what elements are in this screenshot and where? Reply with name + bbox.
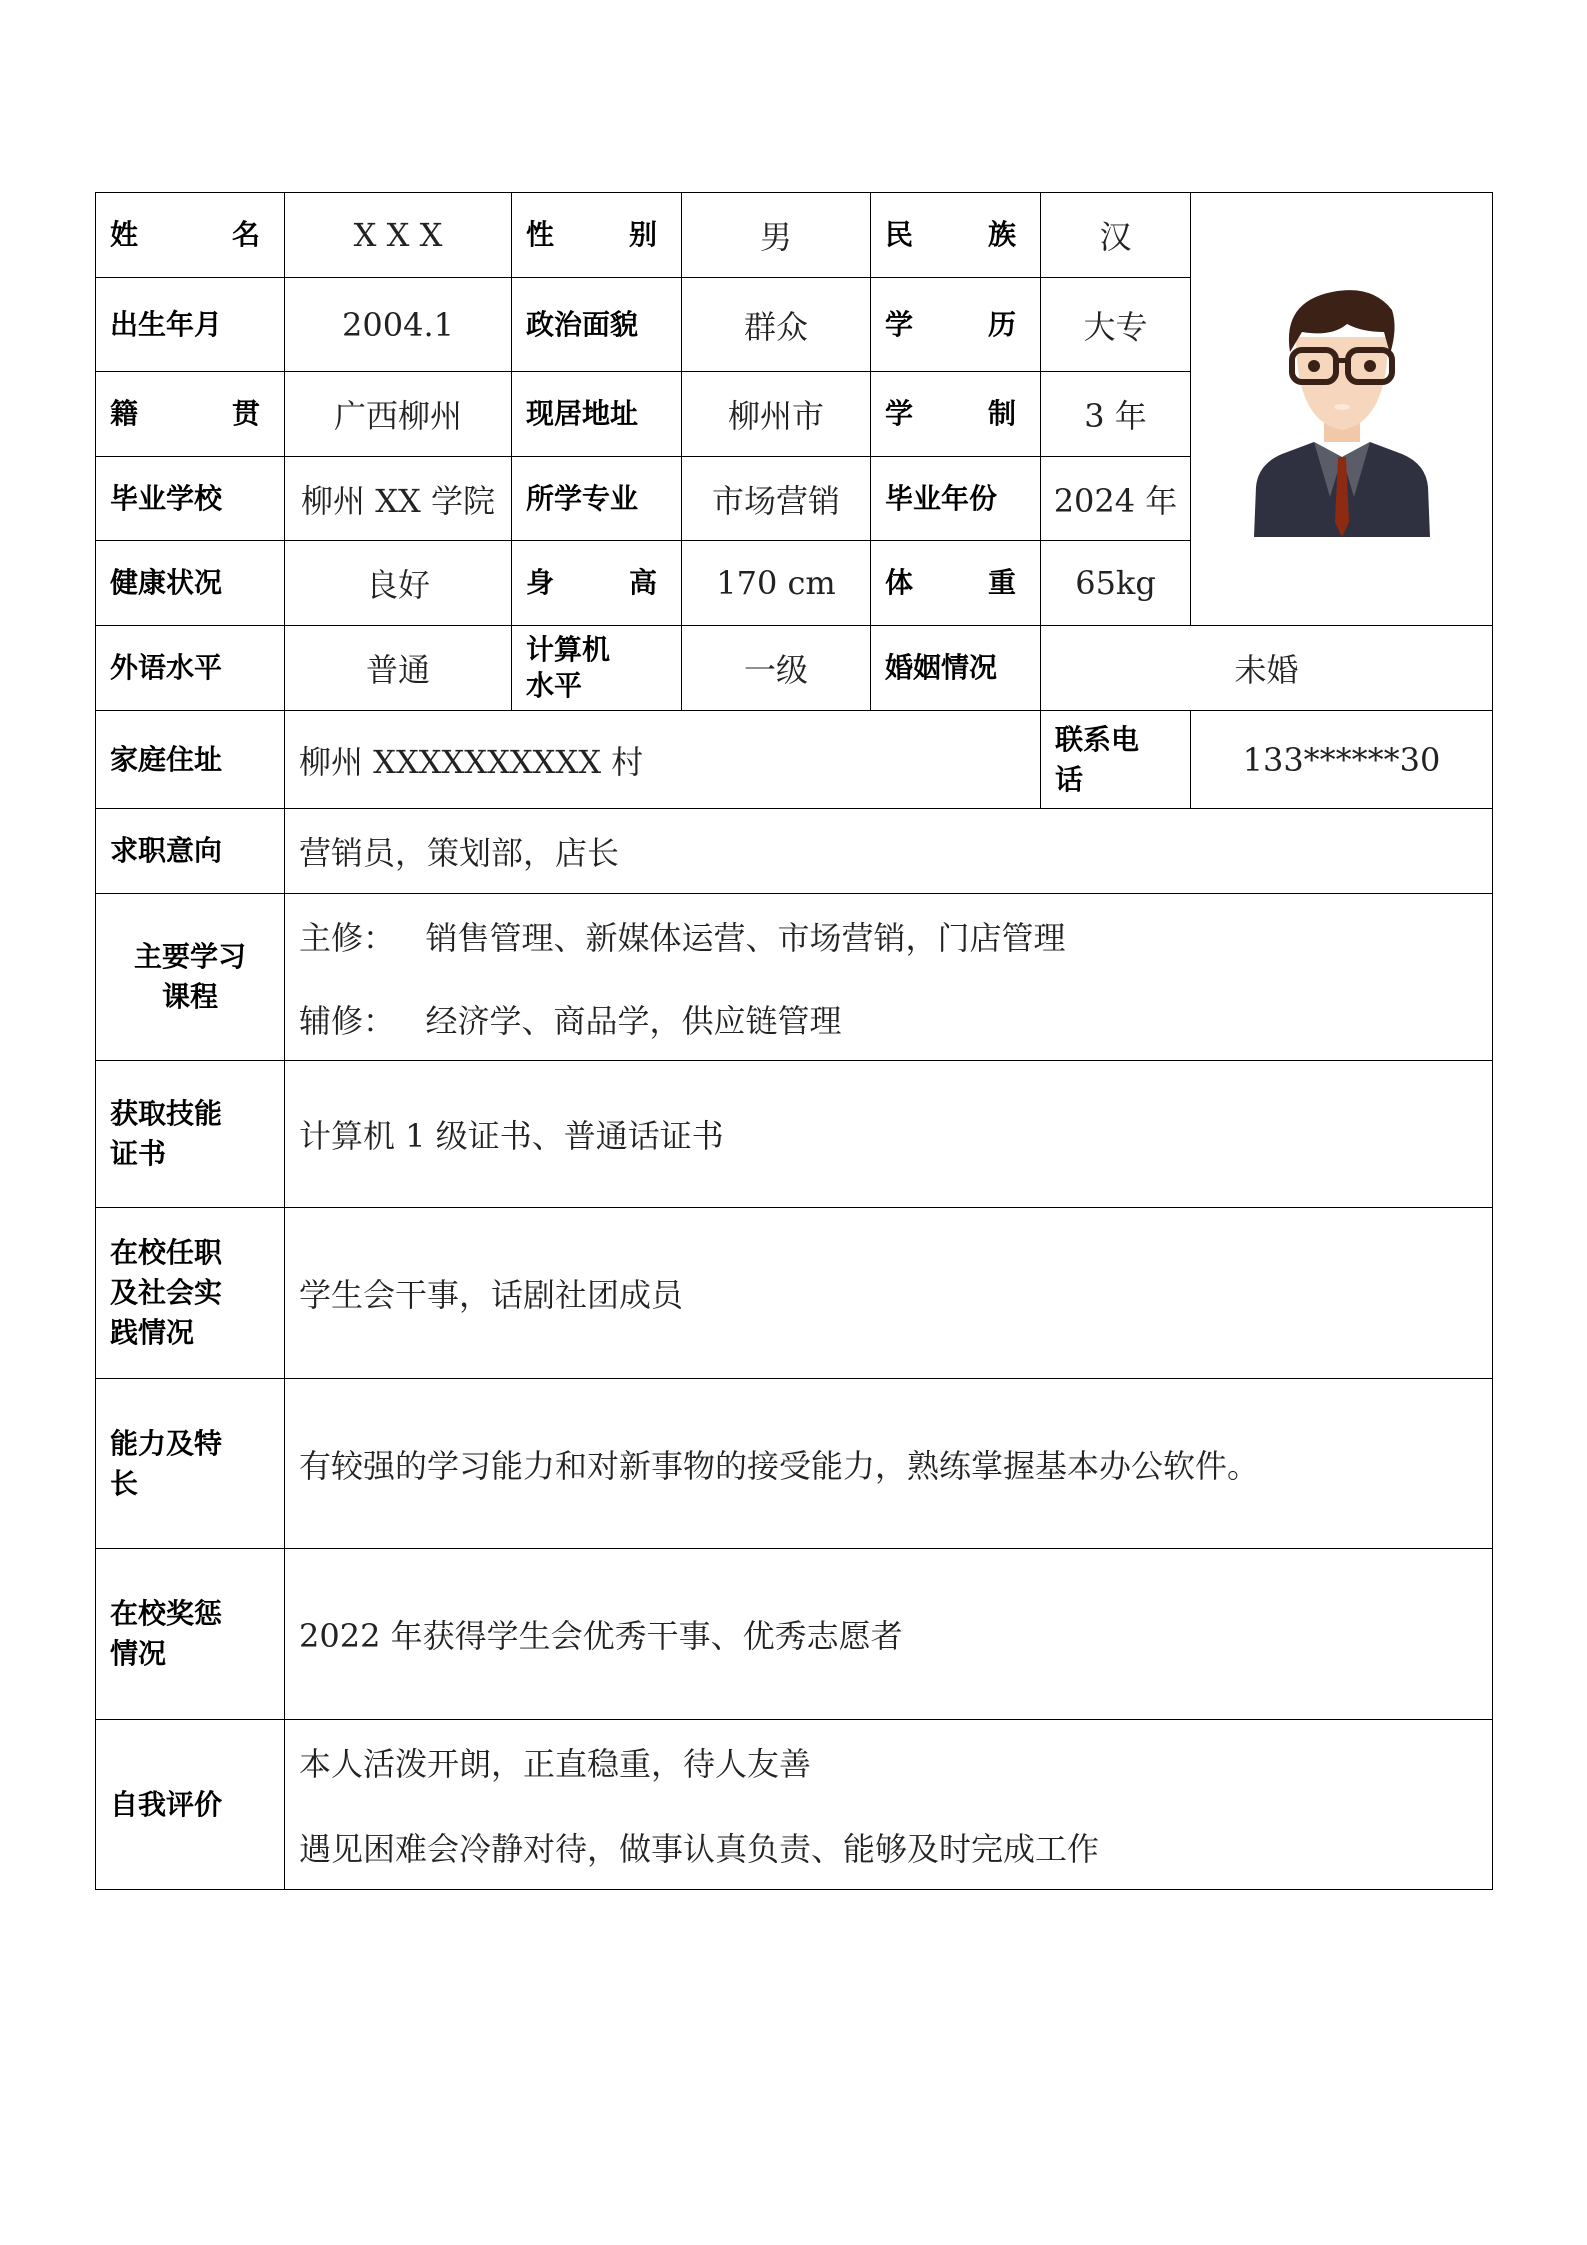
origin-label: 籍 贯 xyxy=(95,371,285,457)
phone-value: 133******30 xyxy=(1190,710,1493,809)
grad-year-value: 2024 年 xyxy=(1040,456,1191,541)
birth-label: 出生年月 xyxy=(95,277,285,372)
language-label: 外语水平 xyxy=(95,625,285,711)
gender-value: 男 xyxy=(681,192,871,278)
awards-label: 在校奖惩 情况 xyxy=(95,1548,285,1720)
major-label: 所学专业 xyxy=(511,456,682,541)
schooling-value: 3 年 xyxy=(1040,371,1191,457)
marital-value: 未婚 xyxy=(1040,625,1493,711)
skills-label: 能力及特 长 xyxy=(95,1378,285,1549)
education-label: 学 历 xyxy=(870,277,1041,372)
self-value: 本人活泼开朗，正直稳重，待人友善 遇见困难会冷静对待，做事认真负责、能够及时完成工作 xyxy=(284,1719,1493,1890)
weight-value: 65kg xyxy=(1040,540,1191,626)
ethnicity-value: 汉 xyxy=(1040,192,1191,278)
practice-label: 在校任职 及社会实 践情况 xyxy=(95,1207,285,1379)
skills-value: 有较强的学习能力和对新事物的接受能力，熟练掌握基本办公软件。 xyxy=(284,1378,1493,1549)
health-label: 健康状况 xyxy=(95,540,285,626)
marital-label: 婚姻情况 xyxy=(870,625,1041,711)
cert-label: 获取技能 证书 xyxy=(95,1060,285,1208)
schooling-label: 学 制 xyxy=(870,371,1041,457)
self-label: 自我评价 xyxy=(95,1719,285,1890)
practice-value: 学生会干事，话剧社团成员 xyxy=(284,1207,1493,1379)
height-label: 身 高 xyxy=(511,540,682,626)
school-value: 柳州 XX 学院 xyxy=(284,456,512,541)
intent-value: 营销员，策划部，店长 xyxy=(284,808,1493,894)
major-value: 市场营销 xyxy=(681,456,871,541)
ethnicity-label: 民 族 xyxy=(870,192,1041,278)
name-label: 姓 名 xyxy=(95,192,285,278)
home-label: 家庭住址 xyxy=(95,710,285,809)
origin-value: 广西柳州 xyxy=(284,371,512,457)
awards-value: 2022 年获得学生会优秀干事、优秀志愿者 xyxy=(284,1548,1493,1720)
computer-value: 一级 xyxy=(681,625,871,711)
home-value: 柳州 XXXXXXXXXX 村 xyxy=(284,710,1041,809)
cert-value: 计算机 1 级证书、普通话证书 xyxy=(284,1060,1493,1208)
intent-label: 求职意向 xyxy=(95,808,285,894)
weight-label: 体 重 xyxy=(870,540,1041,626)
photo-cell xyxy=(1190,192,1493,626)
address-label: 现居地址 xyxy=(511,371,682,457)
grad-year-label: 毕业年份 xyxy=(870,456,1041,541)
address-value: 柳州市 xyxy=(681,371,871,457)
avatar xyxy=(1252,282,1432,537)
name-value: X X X xyxy=(284,192,512,278)
gender-label: 性 别 xyxy=(511,192,682,278)
courses-value: 主修： 销售管理、新媒体运营、市场营销，门店管理 辅修： 经济学、商品学，供应链管理 xyxy=(284,893,1493,1061)
political-label: 政治面貌 xyxy=(511,277,682,372)
computer-label: 计算机 水平 xyxy=(511,625,682,711)
resume-table xyxy=(95,192,1493,1890)
education-value: 大专 xyxy=(1040,277,1191,372)
language-value: 普通 xyxy=(284,625,512,711)
health-value: 良好 xyxy=(284,540,512,626)
school-label: 毕业学校 xyxy=(95,456,285,541)
birth-value: 2004.1 xyxy=(284,277,512,372)
height-value: 170 cm xyxy=(681,540,871,626)
courses-label: 主要学习 课程 xyxy=(95,893,285,1061)
phone-label: 联系电 话 xyxy=(1040,710,1191,809)
political-value: 群众 xyxy=(681,277,871,372)
